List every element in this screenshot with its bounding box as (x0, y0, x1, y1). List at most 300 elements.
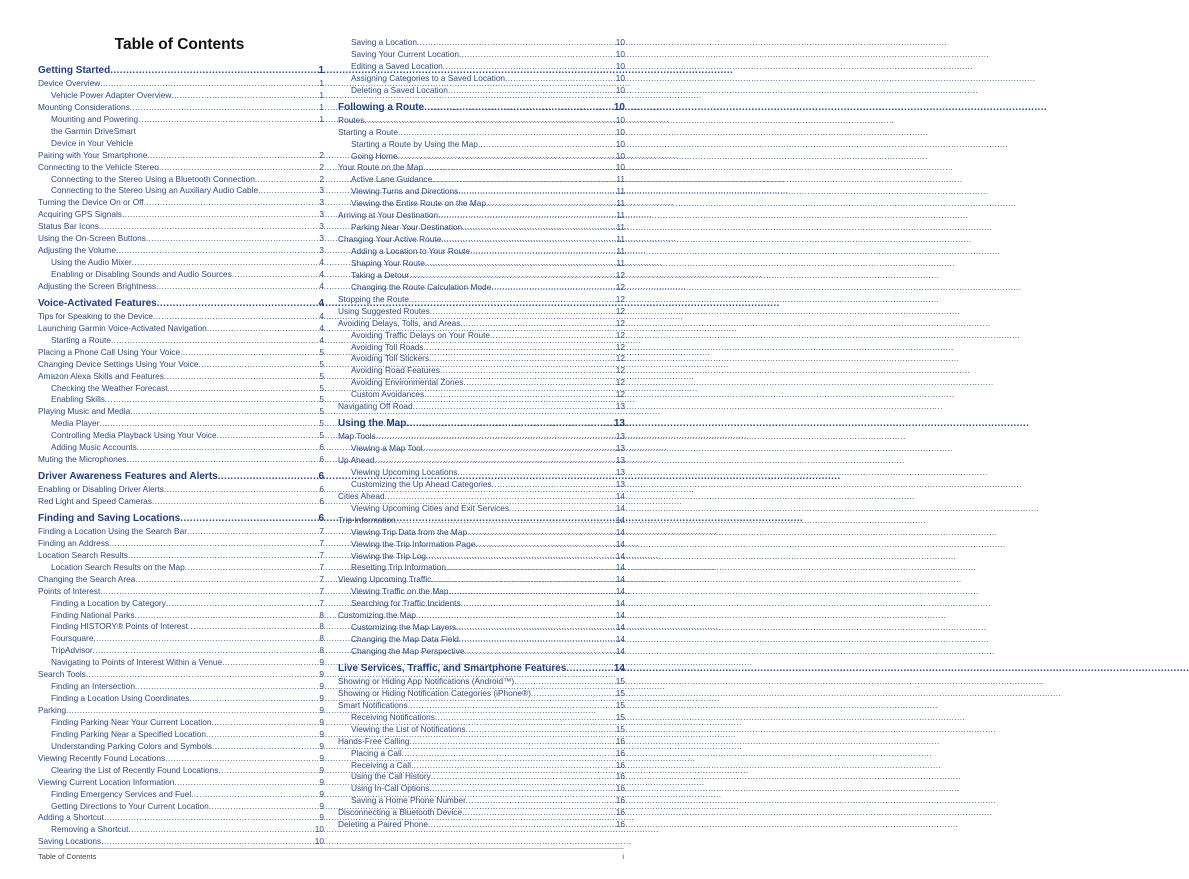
toc-page-number: 7 (319, 549, 324, 560)
toc-entry[interactable] (38, 209, 324, 221)
toc-entry[interactable] (338, 586, 625, 598)
toc-entry[interactable] (38, 233, 324, 245)
toc-entry[interactable] (338, 760, 625, 772)
toc-entry[interactable] (38, 114, 324, 150)
toc-entry[interactable] (38, 185, 324, 197)
toc-entry-title: Status Bar Icons (38, 221, 99, 232)
toc-entry-title: Live Services, Traffic, and Smartphone Features (338, 662, 567, 674)
toc-entry[interactable] (38, 562, 324, 574)
toc-dot-leader (385, 491, 615, 503)
toc-entry-title: Search Tools (38, 669, 86, 680)
toc-page-number: 8 (319, 621, 324, 632)
toc-dot-leader (406, 417, 613, 430)
toc-entry[interactable] (38, 347, 324, 359)
toc-entry[interactable] (338, 431, 625, 443)
toc-entry[interactable] (38, 257, 324, 269)
toc-entry[interactable] (338, 491, 625, 503)
toc-entry-title: Voice-Activated Features (38, 297, 157, 309)
toc-entry[interactable] (338, 574, 625, 586)
toc-chapter-entry[interactable] (338, 417, 625, 430)
toc-entry[interactable] (338, 342, 625, 354)
toc-page-number: 12 (615, 377, 625, 388)
toc-entry-title: Controlling Media Playback Using Your Voice (51, 430, 217, 441)
toc-entry[interactable] (338, 49, 625, 61)
toc-dot-leader (462, 222, 615, 234)
toc-entry-title: Viewing the List of Notifications (351, 723, 466, 734)
toc-entry[interactable] (38, 197, 324, 209)
toc-page-number: 11 (616, 222, 625, 233)
toc-page-number: 14 (615, 562, 625, 573)
toc-entry-title: Viewing Upcoming Cities and Exit Services (351, 502, 510, 513)
toc-dot-leader (446, 562, 615, 574)
toc-page-number: 16 (615, 819, 625, 830)
toc-entry-title: Viewing Trip Data from the Map (351, 526, 468, 537)
toc-entry[interactable] (38, 836, 324, 848)
toc-entry[interactable] (338, 353, 625, 365)
toc-entry[interactable] (38, 496, 324, 508)
toc-dot-leader (139, 114, 319, 126)
toc-page-number: 5 (319, 358, 324, 369)
toc-entry[interactable] (338, 795, 625, 807)
toc-entry[interactable] (38, 526, 324, 538)
toc-page-number: 9 (319, 728, 324, 739)
toc-dot-leader (424, 389, 615, 401)
toc-entry-title: Media Player (51, 418, 100, 429)
toc-entry-title: Going Home (351, 150, 398, 161)
toc-page-number: 13 (615, 401, 625, 412)
toc-entry-title: Finding and Saving Locations (38, 512, 181, 524)
toc-entry[interactable] (338, 162, 625, 174)
toc-entry[interactable] (338, 527, 625, 539)
toc-page-number: 16 (615, 759, 625, 770)
toc-page-number: 13 (615, 431, 625, 442)
toc-page-number: 6 (319, 454, 324, 465)
toc-page-number: 11 (616, 234, 625, 245)
toc-page-number: 5 (319, 430, 324, 441)
toc-entry[interactable] (338, 174, 625, 186)
toc-page-number: 10 (615, 37, 625, 47)
toc-page-number: 11 (616, 186, 625, 197)
toc-chapter-entry[interactable] (338, 662, 625, 675)
toc-entry-title: Arriving at Your Destination (338, 210, 439, 221)
toc-entry[interactable] (38, 669, 324, 681)
toc-entry-title: Your Route on the Map (338, 162, 424, 173)
toc-dot-leader (86, 669, 319, 681)
toc-page-number: 16 (615, 783, 625, 794)
toc-entry[interactable] (38, 621, 324, 633)
toc-entry-title: Saving Locations (38, 836, 102, 847)
toc-chapter-entry[interactable] (38, 64, 324, 77)
toc-entry[interactable] (338, 634, 625, 646)
toc-entry[interactable] (338, 539, 625, 551)
toc-entry[interactable] (338, 294, 625, 306)
toc-dot-leader (209, 801, 319, 813)
toc-page-number: 9 (319, 705, 324, 716)
toc-dot-leader (478, 139, 615, 151)
toc-entry[interactable] (38, 765, 324, 777)
toc-entry-title: Customizing the Map Layers (351, 622, 457, 633)
toc-entry-title: Deleting a Saved Location (351, 84, 448, 95)
toc-entry[interactable] (338, 377, 625, 389)
toc-entry[interactable] (38, 442, 324, 454)
toc-dot-leader (180, 512, 317, 525)
toc-entry-title: Trip Information (338, 514, 396, 525)
toc-entry[interactable] (338, 736, 625, 748)
toc-page-number: 10 (615, 60, 625, 71)
toc-dot-leader (431, 771, 615, 783)
toc-page-number: 13 (615, 455, 625, 465)
toc-dot-leader (156, 281, 318, 293)
toc-entry[interactable] (338, 115, 625, 127)
toc-entry[interactable] (38, 657, 324, 669)
toc-dot-leader (409, 294, 615, 306)
toc-entry-title: Finding Parking Near a Specified Location (51, 728, 206, 739)
toc-entry[interactable] (338, 222, 625, 234)
toc-entry[interactable] (38, 741, 324, 753)
toc-entry[interactable] (338, 819, 625, 831)
toc-dot-leader (376, 431, 615, 443)
toc-page-number: 15 (615, 723, 625, 734)
toc-entry[interactable] (38, 102, 324, 114)
toc-entry-title: Following a Route (338, 101, 425, 113)
toc-dot-leader (423, 162, 615, 174)
toc-page-number: 9 (319, 681, 324, 692)
toc-entry[interactable] (338, 127, 625, 139)
toc-entry[interactable] (338, 306, 625, 318)
toc-page-number: 12 (615, 317, 625, 328)
toc-dot-leader (462, 807, 615, 819)
toc-page-number: 15 (615, 711, 625, 722)
toc-entry[interactable] (38, 162, 324, 174)
toc-entry[interactable] (38, 90, 324, 102)
toc-page-number: 4 (319, 280, 324, 291)
toc-entry[interactable] (338, 598, 625, 610)
footer-section-label: Table of Contents (38, 852, 97, 861)
toc-entry[interactable] (338, 73, 625, 85)
toc-dot-leader (132, 257, 319, 269)
toc-page-number: 15 (615, 699, 625, 710)
toc-entry[interactable] (38, 824, 324, 836)
toc-entry[interactable] (38, 335, 324, 347)
toc-page-number: 14 (615, 598, 625, 609)
toc-entry[interactable] (338, 37, 625, 49)
toc-entry-title: Showing or Hiding Notification Categories (iPhone®) (338, 687, 531, 698)
toc-entry[interactable] (338, 443, 625, 455)
toc-page-number: 4 (318, 297, 324, 309)
toc-dot-leader (374, 455, 614, 467)
toc-page-number: 16 (615, 795, 625, 806)
toc-entry[interactable] (338, 139, 625, 151)
toc-entry[interactable] (38, 359, 324, 371)
toc-entry-title: Customizing the Map (338, 610, 416, 621)
toc-dot-leader (255, 174, 319, 186)
toc-page-number: 7 (319, 561, 324, 572)
toc-entry[interactable] (38, 311, 324, 323)
toc-page-number: 6 (318, 512, 324, 524)
toc-page-number: 9 (319, 716, 324, 727)
toc-page-number: 10 (615, 84, 625, 95)
toc-entry[interactable] (338, 646, 625, 658)
toc-dot-leader (448, 586, 614, 598)
toc-dot-leader (218, 765, 318, 777)
toc-entry[interactable] (338, 61, 625, 73)
toc-dot-leader (456, 622, 615, 634)
toc-entry[interactable] (38, 729, 324, 741)
toc-dot-leader (165, 753, 318, 765)
toc-entry[interactable] (338, 712, 625, 724)
toc-entry[interactable] (338, 85, 625, 97)
toc-entry[interactable] (338, 688, 625, 700)
toc-dot-leader (466, 795, 615, 807)
toc-dot-leader (153, 311, 318, 323)
toc-entry[interactable] (38, 221, 324, 233)
toc-entry[interactable] (338, 622, 625, 634)
toc-dot-leader (443, 61, 615, 73)
toc-entry-title: Routes (338, 114, 365, 125)
toc-entry[interactable] (38, 610, 324, 622)
toc-page-number: 14 (613, 662, 625, 674)
toc-entry[interactable] (38, 753, 324, 765)
toc-entry-title: Active Lane Guidance (351, 174, 433, 185)
toc-entry[interactable] (338, 151, 625, 163)
toc-page-number: 11 (616, 174, 625, 185)
toc-entry[interactable] (38, 812, 324, 824)
toc-entry[interactable] (38, 78, 324, 90)
toc-dot-leader (146, 233, 318, 245)
toc-dot-leader (187, 526, 318, 538)
toc-entry-title: Mounting and Powering the Garmin DriveSmart Device in Your Vehicle (51, 113, 139, 148)
toc-entry-title: Connecting to the Stereo Using a Bluetooth Connection (51, 173, 255, 184)
toc-dot-leader (459, 634, 615, 646)
toc-page-number: 11 (616, 257, 625, 268)
toc-page-number: 9 (319, 669, 324, 680)
toc-dot-leader (166, 598, 319, 610)
toc-entry[interactable] (38, 645, 324, 657)
toc-entry-title: Saving a Location (351, 37, 417, 47)
toc-entry[interactable] (338, 748, 625, 760)
toc-page-number: 11 (616, 210, 625, 221)
toc-entry-title: Changing the Route Calculation Mode (351, 281, 492, 292)
toc-page-number: 12 (615, 305, 625, 316)
toc-entry[interactable] (338, 783, 625, 795)
toc-entry[interactable] (338, 246, 625, 258)
toc-dot-leader (463, 377, 614, 389)
toc-entry[interactable] (38, 484, 324, 496)
toc-entry[interactable] (338, 234, 625, 246)
toc-entry-title: Avoiding Toll Roads (351, 341, 424, 352)
toc-dot-leader (492, 479, 615, 491)
toc-entry[interactable] (338, 479, 625, 491)
toc-entry[interactable] (338, 401, 625, 413)
toc-entry[interactable] (338, 610, 625, 622)
toc-page-number: 4 (319, 334, 324, 345)
toc-entry[interactable] (38, 383, 324, 395)
toc-entry[interactable] (338, 724, 625, 736)
toc-page-number: 5 (319, 418, 324, 429)
toc-entry[interactable] (338, 467, 625, 479)
toc-dot-leader (441, 234, 615, 246)
toc-entry-title: Red Light and Speed Cameras (38, 496, 152, 507)
toc-dot-leader (509, 503, 615, 515)
toc-entry[interactable] (38, 454, 324, 466)
toc-entry[interactable] (38, 717, 324, 729)
toc-entry-title: Adding Music Accounts (51, 442, 137, 453)
toc-entry[interactable] (338, 282, 625, 294)
toc-entry-title: Using the On-Screen Buttons (38, 233, 146, 244)
toc-entry[interactable] (38, 681, 324, 693)
toc-entry[interactable] (38, 550, 324, 562)
toc-entry-title: Stopping the Route (338, 293, 410, 304)
toc-entry[interactable] (38, 174, 324, 186)
toc-dot-leader (409, 736, 614, 748)
toc-chapter-entry[interactable] (38, 297, 324, 310)
toc-entry-title: Showing or Hiding App Notifications (Android™) (338, 675, 515, 686)
toc-page-number: 6 (319, 484, 324, 495)
toc-page-number: 9 (319, 752, 324, 763)
toc-entry[interactable] (338, 365, 625, 377)
toc-entry-title: Playing Music and Media (38, 406, 131, 417)
toc-dot-leader (191, 789, 318, 801)
toc-dot-leader (128, 824, 313, 836)
toc-entry-title: Enabling or Disabling Sounds and Audio Sources (51, 269, 232, 280)
toc-page-number: 14 (615, 502, 625, 513)
toc-entry[interactable] (38, 418, 324, 430)
toc-entry[interactable] (338, 515, 625, 527)
toc-dot-leader (464, 646, 614, 658)
toc-page-number: 3 (319, 245, 324, 256)
toc-chapter-entry[interactable] (338, 101, 625, 114)
toc-entry[interactable] (38, 269, 324, 281)
toc-entry-title: Changing the Search Area (38, 573, 136, 584)
footer-divider (38, 848, 624, 849)
toc-page-number: 15 (615, 675, 625, 686)
toc-page-number: 9 (319, 693, 324, 704)
toc-entry[interactable] (38, 705, 324, 717)
toc-entry-title: Up Ahead (338, 455, 375, 465)
toc-entry[interactable] (338, 771, 625, 783)
toc-entry[interactable] (38, 323, 324, 335)
toc-dot-leader (430, 306, 615, 318)
toc-entry[interactable] (38, 789, 324, 801)
toc-entry-title: Viewing the Entire Route on the Map (351, 198, 486, 209)
toc-dot-leader (424, 101, 613, 114)
toc-page-number: 1 (319, 78, 324, 88)
toc-dot-leader (101, 836, 314, 848)
toc-entry[interactable] (338, 330, 625, 342)
toc-entry[interactable] (38, 430, 324, 442)
toc-dot-leader (168, 383, 319, 395)
toc-dot-leader (111, 335, 318, 347)
toc-page-number: 14 (615, 634, 625, 645)
toc-dot-leader (467, 527, 615, 539)
toc-entry[interactable] (338, 503, 625, 515)
toc-dot-leader (122, 209, 318, 221)
toc-page-number: 12 (615, 365, 625, 376)
toc-page-number: 10 (314, 824, 324, 835)
toc-entry[interactable] (338, 210, 625, 222)
toc-entry[interactable] (38, 801, 324, 813)
toc-page-number: 3 (319, 233, 324, 244)
toc-entry[interactable] (38, 281, 324, 293)
toc-entry[interactable] (38, 394, 324, 406)
toc-entry[interactable] (38, 693, 324, 705)
toc-entry-title: Device Overview (38, 78, 101, 88)
toc-entry-title: Viewing Upcoming Locations (351, 466, 458, 477)
toc-entry[interactable] (38, 406, 324, 418)
toc-dot-leader (159, 162, 319, 174)
toc-entry[interactable] (338, 198, 625, 210)
toc-entry[interactable] (338, 258, 625, 270)
toc-entry[interactable] (38, 538, 324, 550)
toc-entry[interactable] (38, 633, 324, 645)
toc-dot-leader (408, 700, 615, 712)
toc-entry-title: Points of Interest (38, 585, 101, 596)
toc-dot-leader (457, 467, 614, 479)
toc-dot-leader (428, 819, 615, 831)
toc-entry-title: Location Search Results (38, 549, 128, 560)
toc-entry[interactable] (338, 807, 625, 819)
toc-entry-title: Finding National Parks (51, 609, 135, 620)
toc-entry-title: Placing a Phone Call Using Your Voice (38, 346, 181, 357)
toc-entry[interactable] (38, 598, 324, 610)
toc-entry-title: Finding HISTORY® Points of Interest (51, 621, 188, 632)
toc-entry-title: Hands-Free Calling (338, 735, 410, 746)
toc-entry[interactable] (38, 245, 324, 257)
toc-dot-leader (116, 245, 318, 257)
toc-entry[interactable] (338, 700, 625, 712)
toc-entry-title: Viewing the Trip Log (351, 550, 427, 561)
toc-chapter-entry[interactable] (38, 512, 324, 525)
toc-right-column (338, 37, 625, 831)
toc-dot-leader (130, 102, 319, 114)
toc-dot-leader (458, 186, 615, 198)
toc-dot-leader (461, 598, 615, 610)
toc-entry[interactable] (38, 150, 324, 162)
toc-entry-title: Starting a Route (338, 126, 398, 137)
toc-entry-title: Searching for Traffic Incidents (351, 598, 461, 609)
toc-entry[interactable] (338, 551, 625, 563)
toc-dot-leader (222, 657, 318, 669)
toc-page-number: 9 (319, 740, 324, 751)
toc-entry[interactable] (38, 777, 324, 789)
toc-page-number: 12 (615, 281, 625, 292)
toc-entry[interactable] (338, 676, 625, 688)
toc-entry[interactable] (338, 186, 625, 198)
toc-dot-leader (429, 353, 615, 365)
toc-entry[interactable] (338, 389, 625, 401)
toc-entry[interactable] (38, 586, 324, 598)
toc-dot-leader (466, 724, 615, 736)
toc-dot-leader (423, 443, 615, 455)
toc-entry-title: Using the Audio Mixer (51, 257, 132, 268)
toc-dot-leader (440, 365, 615, 377)
toc-entry[interactable] (338, 270, 625, 282)
toc-dot-leader (531, 688, 615, 700)
toc-entry[interactable] (338, 562, 625, 574)
toc-dot-leader (212, 741, 318, 753)
toc-entry-title: Changing the Map Perspective (351, 646, 465, 656)
toc-dot-leader (448, 85, 615, 97)
toc-page-number: 3 (319, 197, 324, 208)
toc-dot-leader (416, 610, 615, 622)
toc-dot-leader (188, 621, 319, 633)
toc-entry[interactable] (38, 371, 324, 383)
toc-chapter-entry[interactable] (38, 470, 324, 483)
toc-entry[interactable] (338, 318, 625, 330)
toc-entry[interactable] (338, 455, 625, 467)
toc-entry[interactable] (38, 574, 324, 586)
toc-entry-title: Adding a Location to Your Route (351, 246, 471, 256)
